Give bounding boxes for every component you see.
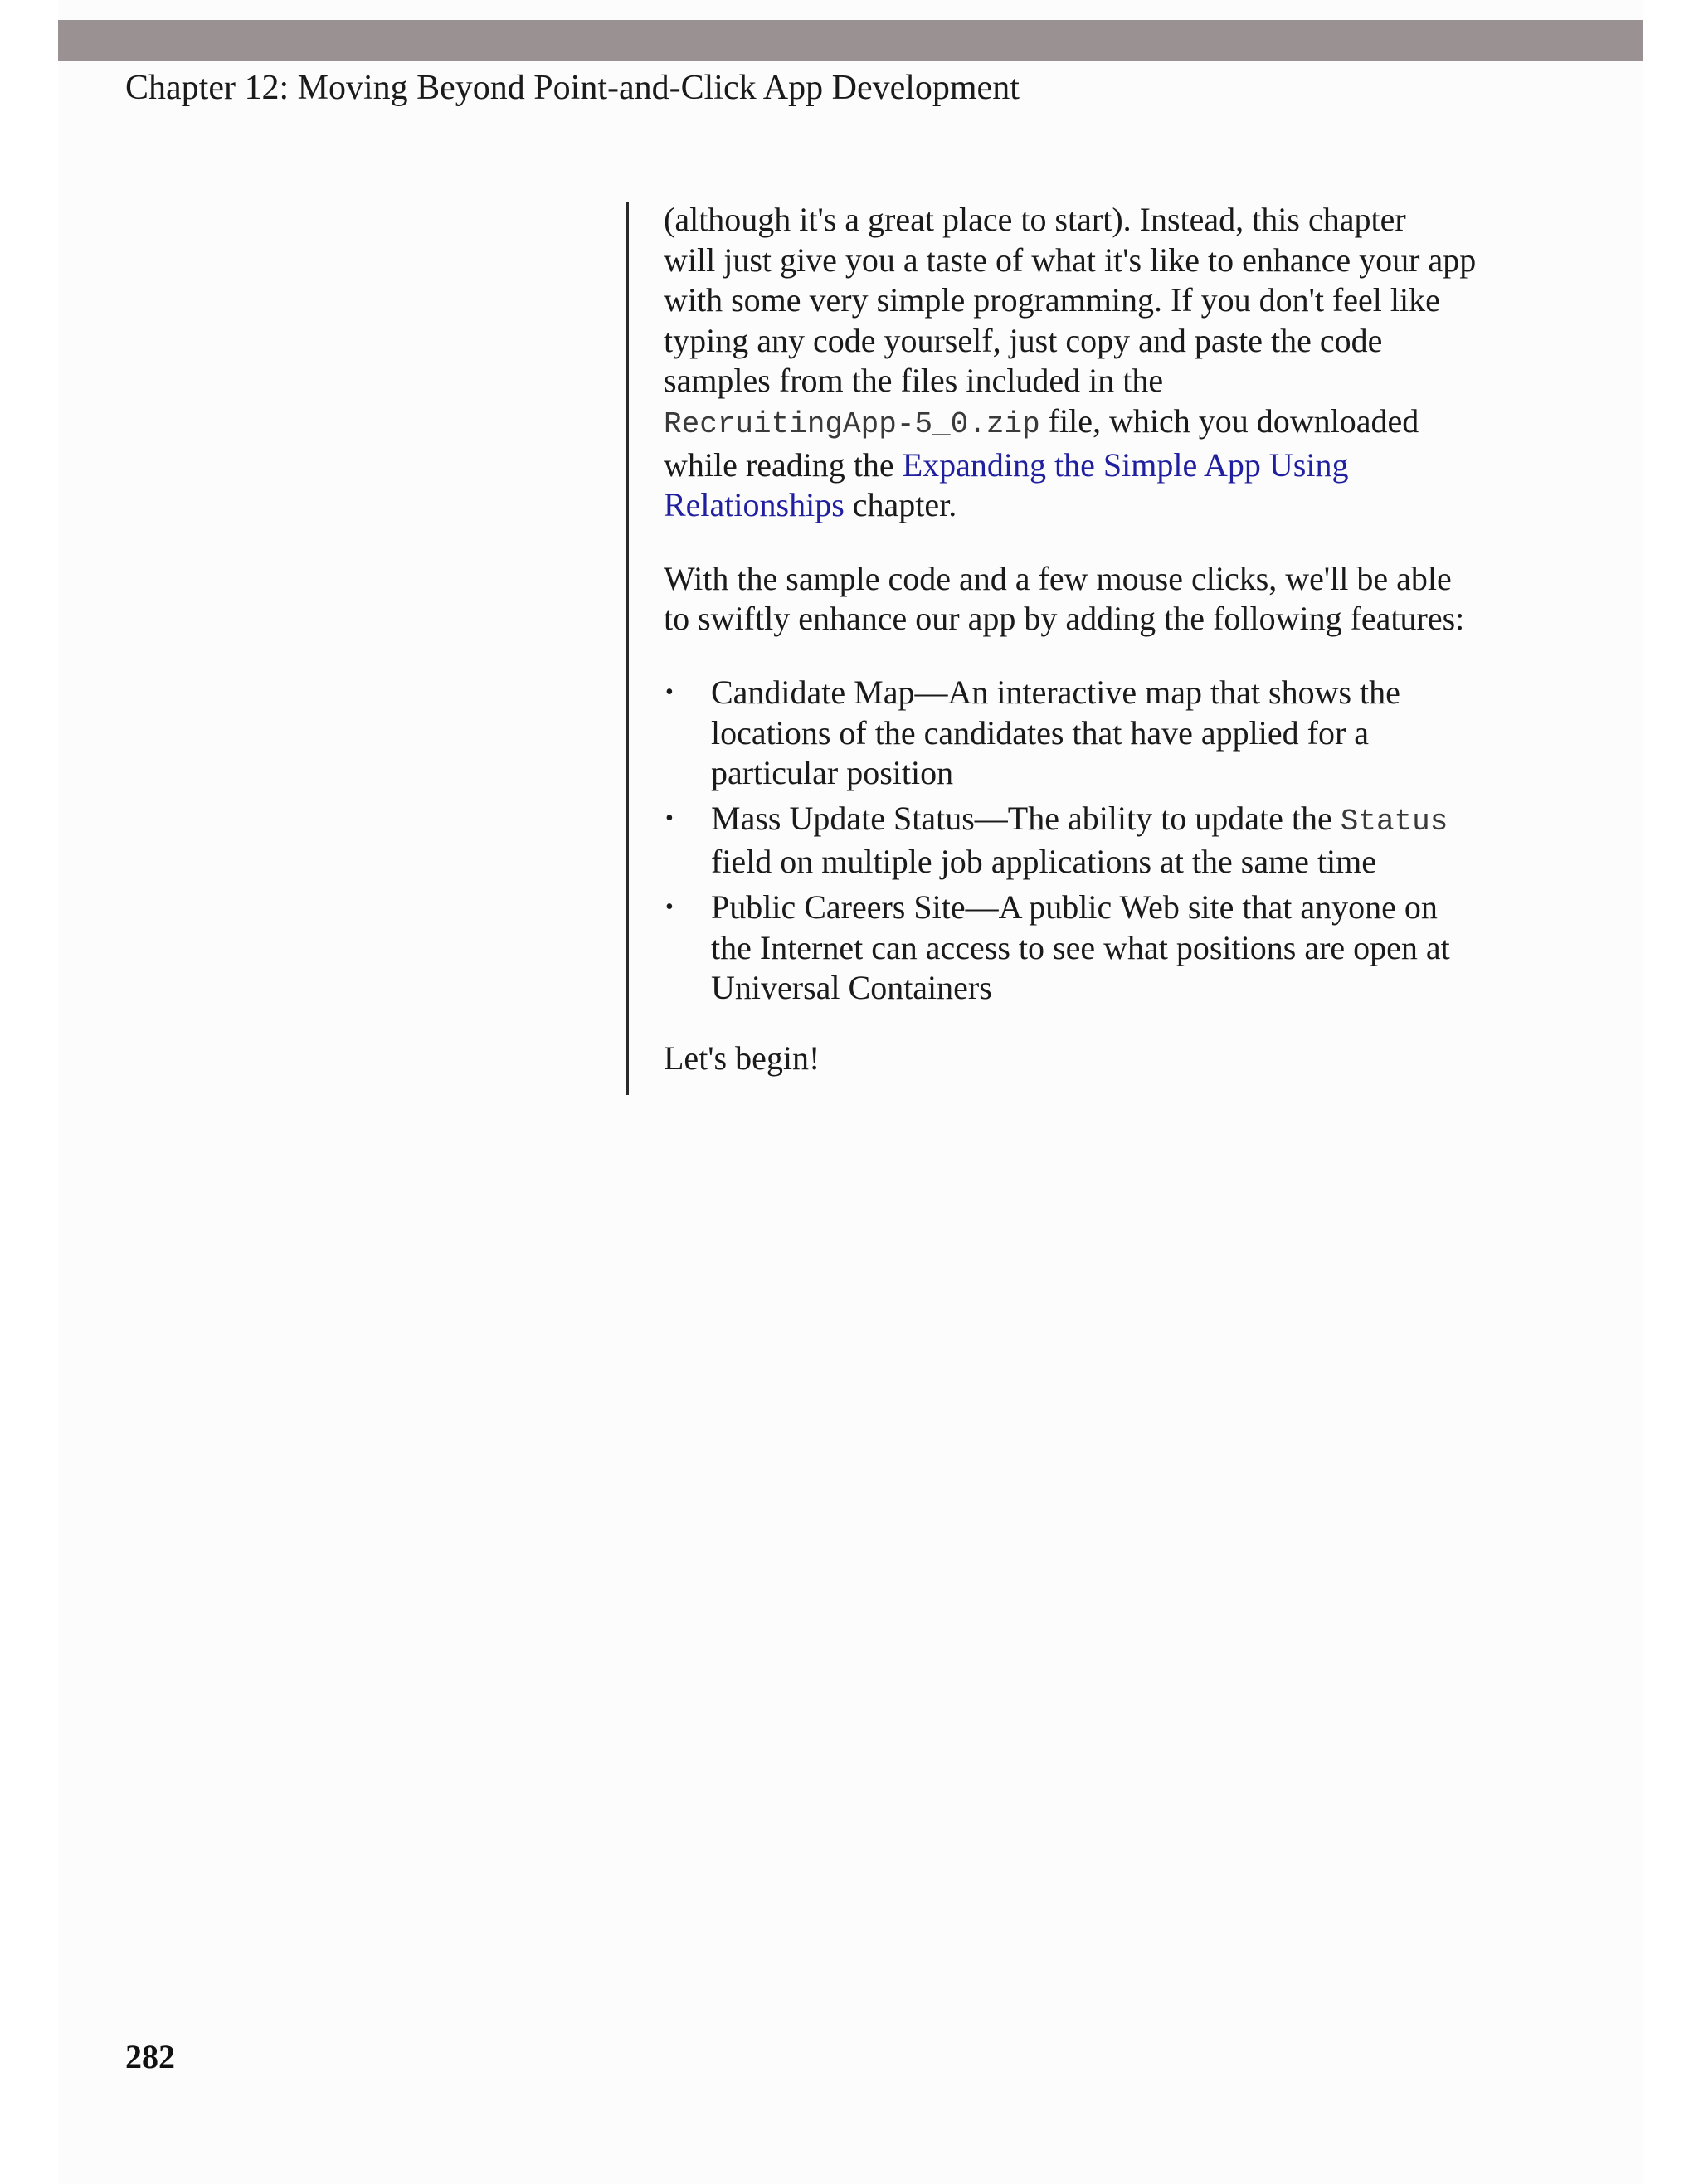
text-line: Universal Containers	[711, 969, 992, 1007]
bullet-icon: •	[665, 805, 674, 831]
text-line: samples from the files included in the	[664, 362, 1164, 400]
text-fragment: chapter.	[844, 486, 957, 524]
feature-list	[664, 673, 1493, 1009]
text-line: will just give you a taste of what it's like to enhance your app	[664, 241, 1477, 279]
text-line: With the sample code and a few mouse clicks, we'll be able	[664, 559, 1452, 597]
text-line: (although it's a great place to start). Instead, this chapter	[664, 201, 1406, 238]
feature-item-careers-site	[664, 888, 1493, 1009]
text-line: with some very simple programming. If you don't feel like	[664, 281, 1440, 319]
intro-paragraph	[664, 200, 1493, 526]
text-line: the Internet can access to see what positions are open at	[711, 928, 1450, 966]
bullet-icon: •	[665, 679, 674, 705]
text-line	[664, 485, 1493, 526]
text-line: Public Careers Site—A public Web site that anyone on	[711, 888, 1438, 926]
text-line: to swiftly enhance our app by adding the following features:	[664, 600, 1465, 638]
text-line: particular position	[711, 754, 954, 792]
code-field-name: Status	[1340, 804, 1448, 839]
chapter-link[interactable]: Expanding the Simple App Using	[902, 445, 1349, 484]
page-number: 282	[125, 2038, 175, 2075]
closing-paragraph	[664, 1038, 1493, 1079]
bullet-icon: •	[665, 893, 674, 920]
header-bar	[58, 20, 1643, 61]
text-line: typing any code yourself, just copy and paste the code	[664, 321, 1383, 359]
running-head: Chapter 12: Moving Beyond Point-and-Click App Development	[125, 69, 1020, 107]
text-line: field on multiple job applications at the same time	[711, 843, 1377, 881]
code-filename: RecruitingApp-5_0.zip	[664, 406, 1040, 441]
chapter-link-continued[interactable]: Relationships	[664, 486, 845, 524]
text-line: Let's begin!	[664, 1038, 820, 1077]
text-line	[711, 799, 1493, 843]
text-line: Candidate Map—An interactive map that shows the	[711, 673, 1400, 711]
text-line	[664, 401, 1493, 445]
change-bar	[626, 202, 629, 1095]
text-fragment: file, which you downloaded	[1039, 401, 1419, 440]
text-line: locations of the candidates that have applied for a	[711, 713, 1370, 752]
feature-item-candidate-map	[664, 673, 1493, 794]
text-line	[664, 445, 1493, 486]
feature-item-mass-update	[664, 799, 1493, 883]
features-intro-paragraph	[664, 559, 1493, 640]
body-column	[664, 200, 1493, 1111]
text-fragment: Mass Update Status—The ability to update the	[711, 799, 1341, 837]
text-fragment: while reading the	[664, 445, 903, 484]
